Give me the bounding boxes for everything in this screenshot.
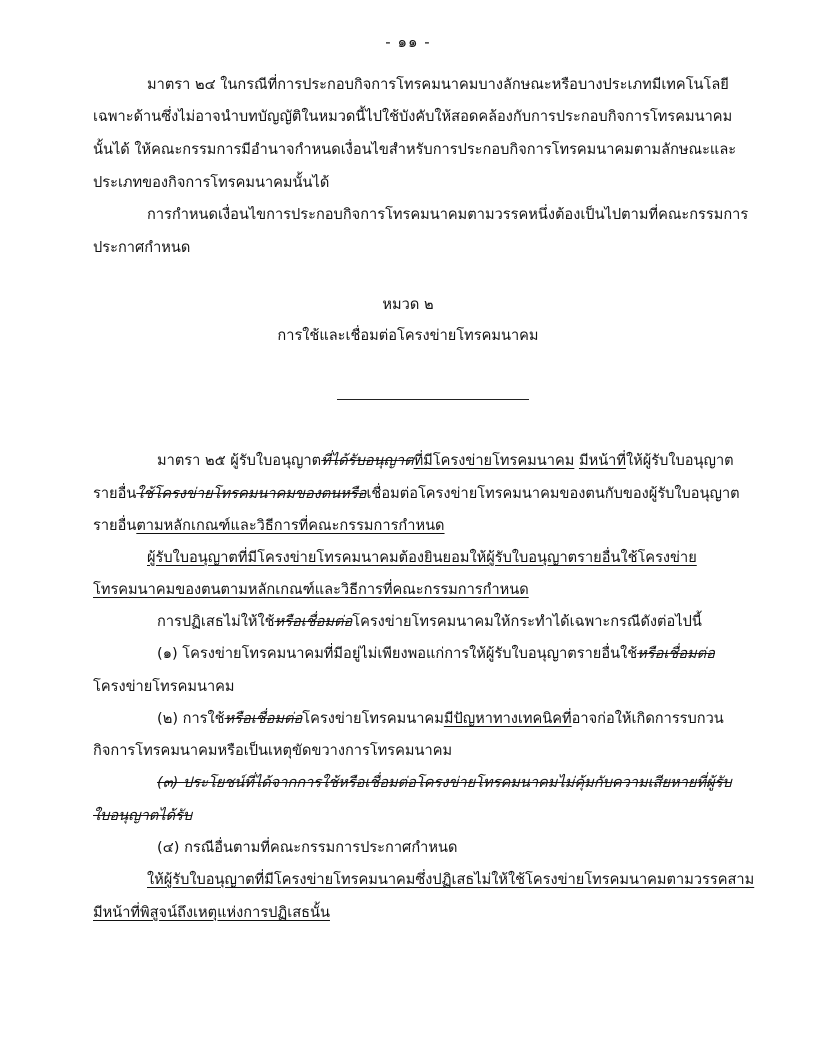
item-2-line-1 xyxy=(157,709,724,729)
sec25-l2-struck: ใช้โครงข่ายโทรคมนาคมของตนหรือ xyxy=(136,485,367,502)
section-25-line-2 xyxy=(93,484,740,504)
item-2-text-b: โครงข่ายโทรคมนาคม xyxy=(302,710,444,727)
item-2-line-2: กิจการโทรคมนาคมหรือเป็นเหตุขัดขวางการโทรคมนาคม xyxy=(93,742,453,759)
sec25-p3-struck: หรือเชื่อมต่อ xyxy=(274,613,353,630)
item-4: (๔) กรณีอื่นตามที่คณะกรรมการประกาศกำหนด xyxy=(157,839,458,856)
section-25-para-2-line-1: ผู้รับใบอนุญาตที่มีโครงข่ายโทรคมนาคมต้องยินยอมให้ผู้รับใบอนุญาตรายอื่นใช้โครงข่าย xyxy=(147,549,697,566)
item-1-struck: หรือเชื่อมต่อ xyxy=(637,645,715,662)
page-number: - ๑๑ - xyxy=(385,33,431,51)
sec25-p3-text-a: การปฏิเสธไม่ให้ใช้ xyxy=(157,613,275,630)
section-24-line-3: นั้นได้ ให้คณะกรรมการมีอำนาจกำหนดเงื่อนไขสำหรับการประกอบกิจการโทรคมนาคมตามลักษณะและ xyxy=(93,141,737,158)
section-25-para-4-line-1: ให้ผู้รับใบอนุญาตที่มีโครงข่ายโทรคมนาคมซึ่งปฏิเสธไม่ให้ใช้โครงข่ายโทรคมนาคมตามวรรคสาม xyxy=(147,871,755,888)
section-25-line-3 xyxy=(93,516,445,536)
item-2-text-c: อาจก่อให้เกิดการรบกวน xyxy=(571,710,724,727)
section-24-line-4: ประเภทของกิจการโทรคมนาคมนั้นได้ xyxy=(93,174,330,191)
sec25-p3-text-b: โครงข่ายโทรคมนาคมให้กระทำได้เฉพาะกรณีดังต่อไปนี้ xyxy=(352,613,702,630)
section-25-para-2-line-2: โทรคมนาคมของตนตามหลักเกณฑ์และวิธีการที่คณะกรรมการกำหนด xyxy=(93,581,529,598)
chapter-divider xyxy=(337,399,529,400)
sec25-l3-text-a: รายอื่น xyxy=(93,517,137,534)
section-25-line-1 xyxy=(157,451,734,471)
chapter-title: หมวด ๒ xyxy=(382,296,434,313)
item-2-text-a: (๒) การใช้ xyxy=(157,710,225,727)
section-25-para-3 xyxy=(157,612,702,632)
section-24-para-2-line-1: การกำหนดเงื่อนไขการประกอบกิจการโทรคมนาคมตามวรรคหนึ่งต้องเป็นไปตามที่คณะกรรมการ xyxy=(147,206,749,223)
section-25-para-4-line-2: มีหน้าที่พิสูจน์ถึงเหตุแห่งการปฏิเสธนั้น xyxy=(93,904,330,921)
sec25-l1-text-c: ให้ผู้รับใบอนุญาต xyxy=(626,452,734,469)
item-1-line-1 xyxy=(157,644,715,664)
section-24-para-2-line-2: ประกาศกำหนด xyxy=(93,239,191,256)
item-3-line-2-struck: ใบอนุญาตได้รับ xyxy=(93,807,193,824)
sec25-l3-inserted: ตามหลักเกณฑ์และวิธีการที่คณะกรรมการกำหนด xyxy=(136,517,445,534)
item-1-text-a: (๑) โครงข่ายโทรคมนาคมที่มีอยู่ไม่เพียงพอแก่การให้ผู้รับใบอนุญาตรายอื่นใช้ xyxy=(157,645,638,662)
sec25-l1-inserted-2: มีหน้าที่ xyxy=(578,452,626,469)
sec25-l2-text-a: รายอื่น xyxy=(93,485,137,502)
item-3-line-1-struck: (๓) ประโยชน์ที่ได้จากการใช้หรือเชื่อมต่อโครงข่ายโทรคมนาคมไม่คุ้มกับความเสียหายที่ผู้รับ xyxy=(157,774,732,791)
sec25-l1-inserted-1: ที่มีโครงข่ายโทรคมนาคม xyxy=(413,452,575,469)
sec25-l1-struck: ที่ได้รับอนุญาต xyxy=(321,452,414,469)
item-1-line-2: โครงข่ายโทรคมนาคม xyxy=(93,678,235,695)
section-24-line-2: เฉพาะด้านซึ่งไม่อาจนำบทบัญญัติในหมวดนี้ไปใช้บังคับให้สอดคล้องกับการประกอบกิจการโทรคมนาคม xyxy=(93,108,733,125)
sec25-l1-text-a: มาตรา ๒๕ ผู้รับใบอนุญาต xyxy=(157,452,322,469)
section-24-line-1: มาตรา ๒๔ ในกรณีที่การประกอบกิจการโทรคมนาคมบางลักษณะหรือบางประเภทมีเทคโนโลยี xyxy=(147,76,729,93)
item-2-struck: หรือเชื่อมต่อ xyxy=(224,710,303,727)
chapter-subtitle: การใช้และเชื่อมต่อโครงข่ายโทรคมนาคม xyxy=(277,327,539,344)
item-2-inserted: มีปัญหาทางเทคนิคที่ xyxy=(443,710,572,727)
sec25-l2-text-b: เชื่อมต่อโครงข่ายโทรคมนาคมของตนกับของผู้รับใบอนุญาต xyxy=(366,485,740,502)
